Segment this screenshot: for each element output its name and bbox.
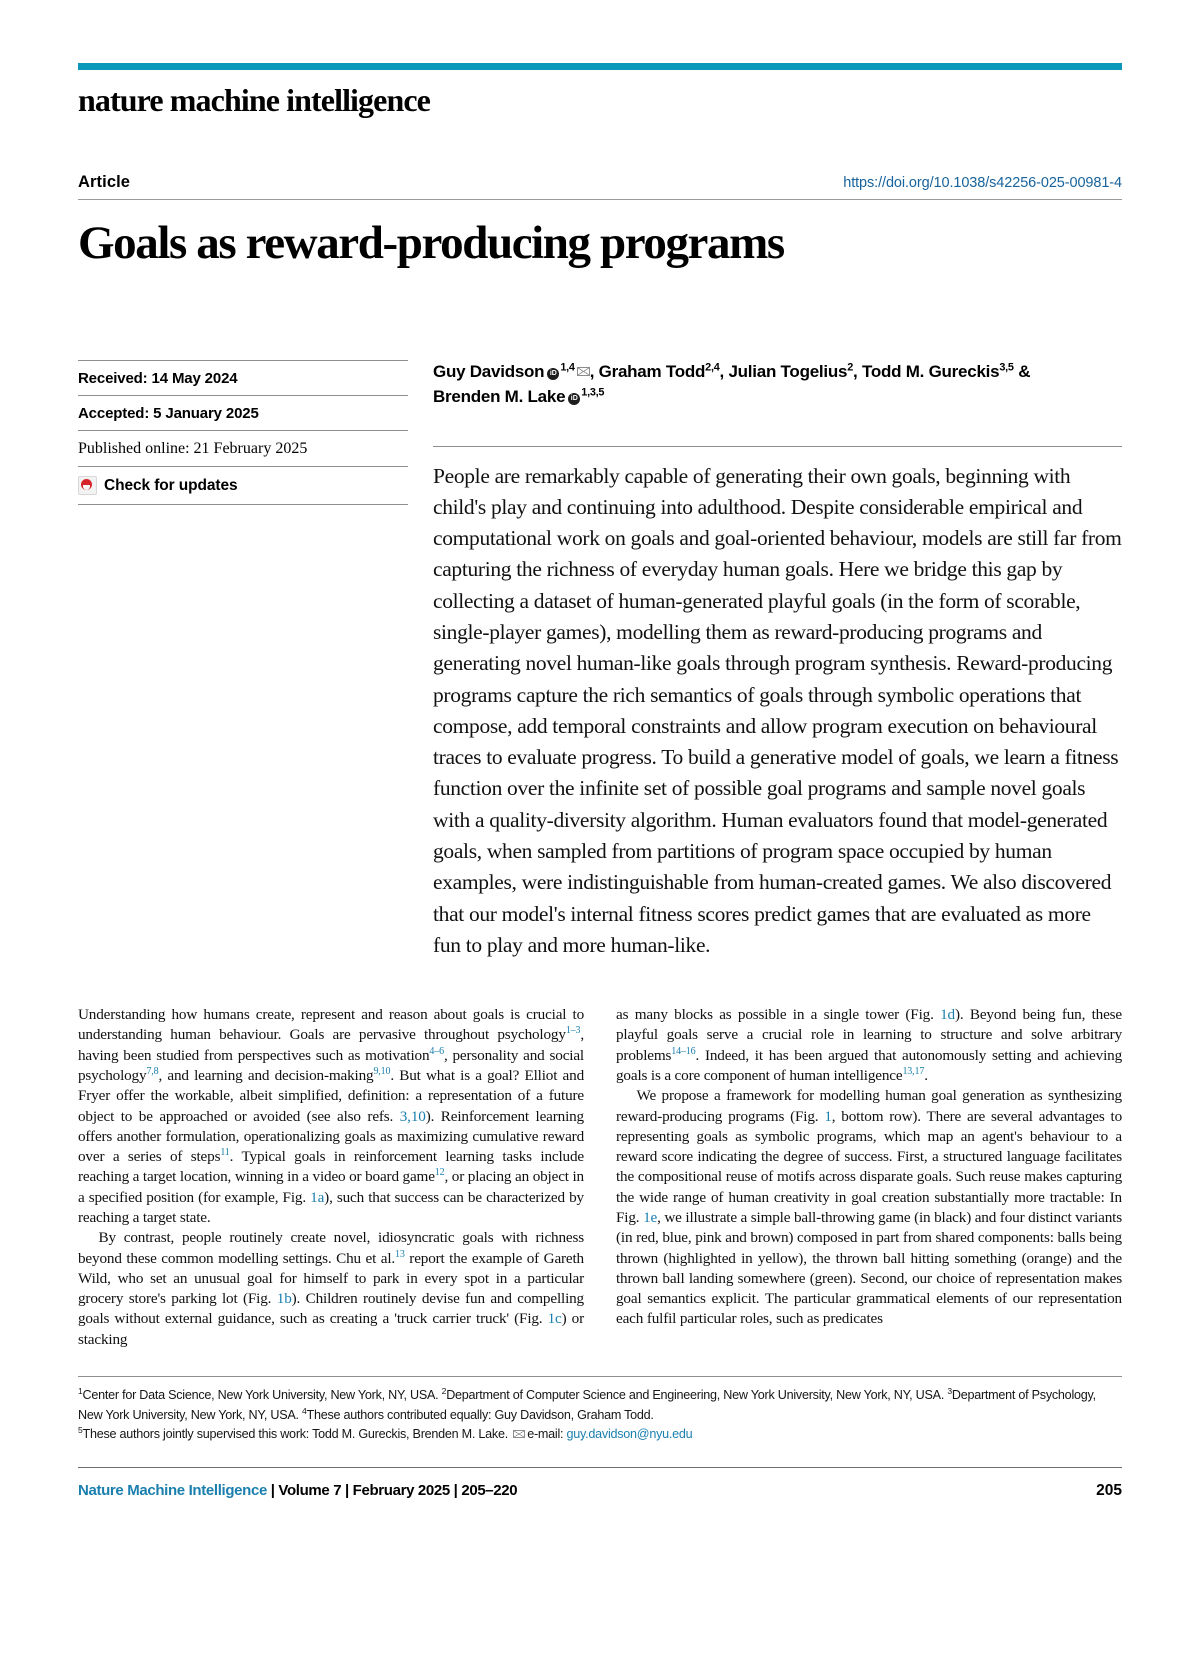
- citation-ref[interactable]: 7,8: [146, 1065, 159, 1077]
- author-name-gureckis[interactable]: , Todd M. Gureckis: [853, 362, 1000, 382]
- figure-ref[interactable]: 1b: [276, 1290, 292, 1308]
- meta-divider-4: [78, 504, 408, 505]
- meta-and-abstract: [78, 360, 1122, 961]
- author-conjunction: &: [1013, 362, 1031, 382]
- abstract-text: People are remarkably capable of generating their own goals, beginning with child's play and continuing into adulthood. Despite considerable empirical and computational work on goals and goal-oriented behaviour, models are still far from capturing the richness of everyday human goals. Here we bridge this gap by collecting a dataset of human-generated playful goals (in the form of scorable, single-player games), modelling them as reward-producing programs and generating novel human-like goals through program synthesis. Reward-producing programs capture the rich semantics of goals through symbolic operations that compose, add temporal constraints and allow program execution on behavioural traces to evaluate progress. To build a generative model of goals, we learn a fitness function over the infinite set of possible goal programs and sample novel goals with a quality-diversity algorithm. Human evaluators found that model-generated goals, when sampled from partitions of program space occupied by human examples, were indistinguishable from human-created games. We also discovered that our model's internal fitness scores predict games that are evaluated as more fun to play and more human-like.: [433, 463, 1122, 957]
- text-run: , having been studied from perspectives such as motivation: [78, 1026, 584, 1064]
- article-header-row: [78, 173, 1122, 192]
- page-title: Goals as reward-producing programs: [78, 216, 784, 269]
- body-columns: [78, 1005, 1122, 1350]
- author-name-todd[interactable]: , Graham Todd: [589, 362, 706, 382]
- email-label: e-mail:: [527, 1427, 567, 1442]
- text-run: , and learning and decision-making: [158, 1066, 374, 1084]
- publication-dates-panel: [78, 360, 408, 961]
- affiliation-marker: 5: [78, 1425, 83, 1435]
- citation-ref[interactable]: 4–6: [429, 1045, 444, 1057]
- text-run: . Indeed, it has been argued that autonomously setting and achieving goals is a core component of human intelligence: [616, 1046, 1122, 1084]
- affiliation-text: These authors jointly supervised this work: Todd M. Gureckis, Brenden M. Lake.: [82, 1427, 512, 1442]
- orcid-icon[interactable]: iD: [547, 368, 559, 380]
- text-run: , we illustrate a simple ball-throwing game (in black) and four distinct variants (in red, blue, pink and brown) composed in part from shared components: balls being thrown (highlighted in yellow), the thrown ball hitting something (orange) and the thrown ball landing somewhere (green). Second, our choice of representation makes goal semantics explicit. The particular grammatical elements of our representation each fulfil particular roles, such as predicates: [616, 1208, 1122, 1328]
- affiliation-text: These authors contributed equally: Guy Davidson, Graham Todd.: [306, 1407, 654, 1422]
- author-name-davidson[interactable]: Guy Davidson: [433, 362, 545, 382]
- citation-ref[interactable]: 13,17: [902, 1065, 925, 1077]
- figure-ref[interactable]: 1a: [310, 1188, 325, 1206]
- page-number: 205: [1096, 1481, 1122, 1499]
- affiliation-text: Center for Data Science, New York University, New York, NY, USA.: [82, 1387, 442, 1402]
- abstract-divider: [433, 446, 1122, 447]
- author-list: [433, 360, 1122, 409]
- text-run: report the example of Gareth Wild, who set an unusual goal for himself to park in every spot in a particular grocery store's parking lot (Fig.: [78, 1249, 584, 1308]
- article-type-label: Article: [78, 172, 131, 191]
- text-run: . Typical goals in reinforcement learning tasks include reaching a target location, winning in a video or board game: [78, 1148, 584, 1186]
- citation-ref[interactable]: 14–16: [671, 1045, 696, 1057]
- author-affiliation-marker: 1,3,5: [581, 386, 605, 399]
- check-for-updates-button[interactable]: [78, 467, 408, 504]
- citation-ref[interactable]: 3,10: [399, 1107, 426, 1125]
- figure-ref[interactable]: 1: [824, 1107, 832, 1125]
- affiliation-marker: 4: [302, 1405, 307, 1416]
- text-run: as many blocks as possible in a single tower (Fig.: [616, 1006, 941, 1024]
- text-run: We propose a framework for modelling human goal generation as synthesizing reward-producing programs (Fig.: [616, 1087, 1122, 1125]
- affiliations-divider: [78, 1376, 1122, 1377]
- footer-volume-info: | Volume 7 | February 2025 | 205–220: [266, 1481, 518, 1499]
- corresponding-email-link[interactable]: guy.davidson@nyu.edu: [566, 1427, 693, 1442]
- affiliation-text: Department of Psychology, New York University, New York, NY, USA.: [78, 1387, 1096, 1422]
- article-page: [0, 63, 1200, 1656]
- text-run: Understanding how humans create, represent and reason about goals is crucial to understanding human behaviour. Goals are pervasive throughout psychology: [78, 1006, 584, 1044]
- journal-title: nature machine intelligence: [78, 82, 430, 118]
- author-name-togelius[interactable]: , Julian Togelius: [719, 362, 848, 382]
- citation-ref[interactable]: 13: [395, 1248, 405, 1260]
- received-date: Received: 14 May 2024: [78, 370, 238, 388]
- header-divider: [78, 199, 1122, 200]
- authors-and-abstract: [433, 360, 1122, 961]
- published-date: Published online: 21 February 2025: [78, 440, 308, 458]
- text-run: , bottom row). There are several advantages to representing goals as symbolic programs, which map an agent's behaviour to a reward score indicating the degree of success. First, a structured language facilitates the compositional reuse of motifs across disparate goals. Such reuse makes capturing the wide range of human creativity in goal creation substantially more tractable: In Fig.: [616, 1107, 1123, 1226]
- orcid-icon[interactable]: iD: [568, 393, 580, 405]
- paragraph: [616, 1086, 1122, 1329]
- citation-ref[interactable]: 9,10: [373, 1065, 391, 1077]
- author-affiliation-marker: 2,4: [705, 361, 720, 374]
- accepted-date: Accepted: 5 January 2025: [78, 405, 259, 423]
- page-footer: [78, 1482, 1122, 1500]
- citation-ref[interactable]: 1–3: [565, 1025, 581, 1037]
- affiliation-marker: 1: [78, 1385, 83, 1396]
- crossmark-icon: [78, 476, 97, 495]
- figure-ref[interactable]: 1d: [940, 1006, 955, 1024]
- affiliation-text: Department of Computer Science and Engineering, New York University, New York, NY, USA.: [446, 1387, 948, 1402]
- footer-divider: [78, 1467, 1122, 1468]
- email-icon[interactable]: [577, 367, 590, 376]
- body-column-left: [78, 1005, 584, 1350]
- doi-link[interactable]: https://doi.org/10.1038/s42256-025-00981-4: [843, 174, 1122, 191]
- footer-citation: [78, 1482, 517, 1499]
- text-run: ) or stacking: [78, 1310, 584, 1348]
- text-run: , personality and social psychology: [78, 1046, 584, 1084]
- text-run: , or placing an object in a specified position (for example, Fig.: [78, 1168, 584, 1206]
- text-run: ). Beyond being fun, these playful goals serve a crucial role in learning to structure and solve arbitrary problems: [616, 1006, 1122, 1064]
- footer-journal-name[interactable]: Nature Machine Intelligence: [78, 1481, 267, 1499]
- text-run: .: [924, 1066, 928, 1084]
- author-affiliation-marker: 2: [847, 361, 854, 374]
- citation-ref[interactable]: 12: [434, 1167, 445, 1179]
- text-run: By contrast, people routinely create novel, idiosyncratic goals with richness beyond these common modelling settings. Chu et al.: [78, 1229, 584, 1267]
- text-run: . But what is a goal? Elliot and Fryer offer the workable, albeit simplified, definition: a representation of a future object to be approached or avoided (see also refs.: [78, 1066, 584, 1125]
- paragraph: [78, 1005, 584, 1228]
- email-icon: [513, 1430, 525, 1439]
- text-run: ), such that success can be characterized by reaching a target state.: [78, 1188, 584, 1226]
- body-column-right: [616, 1005, 1122, 1350]
- journal-accent-bar: [78, 63, 1122, 70]
- affiliations-block: [78, 1386, 1122, 1445]
- paragraph: [616, 1005, 1122, 1086]
- author-affiliation-marker: 1,4: [560, 361, 575, 374]
- affiliation-marker: 3: [947, 1385, 952, 1396]
- author-affiliation-marker: 3,5: [999, 361, 1014, 374]
- text-run: ). Children routinely devise fun and compelling goals without external guidance, such as creating a 'truck carrier truck' (Fig.: [78, 1290, 584, 1328]
- figure-ref[interactable]: 1c: [547, 1310, 562, 1328]
- affiliation-marker: 2: [441, 1385, 447, 1396]
- paragraph: [78, 1228, 584, 1350]
- author-name-lake[interactable]: Brenden M. Lake: [433, 386, 566, 406]
- citation-ref[interactable]: 11: [220, 1147, 230, 1159]
- text-run: ). Reinforcement learning offers another formulation, operationalizing goals as maximizing cumulative reward over a series of steps: [78, 1107, 584, 1166]
- check-for-updates-label: Check for updates: [104, 476, 238, 494]
- figure-ref[interactable]: 1e: [643, 1208, 658, 1226]
